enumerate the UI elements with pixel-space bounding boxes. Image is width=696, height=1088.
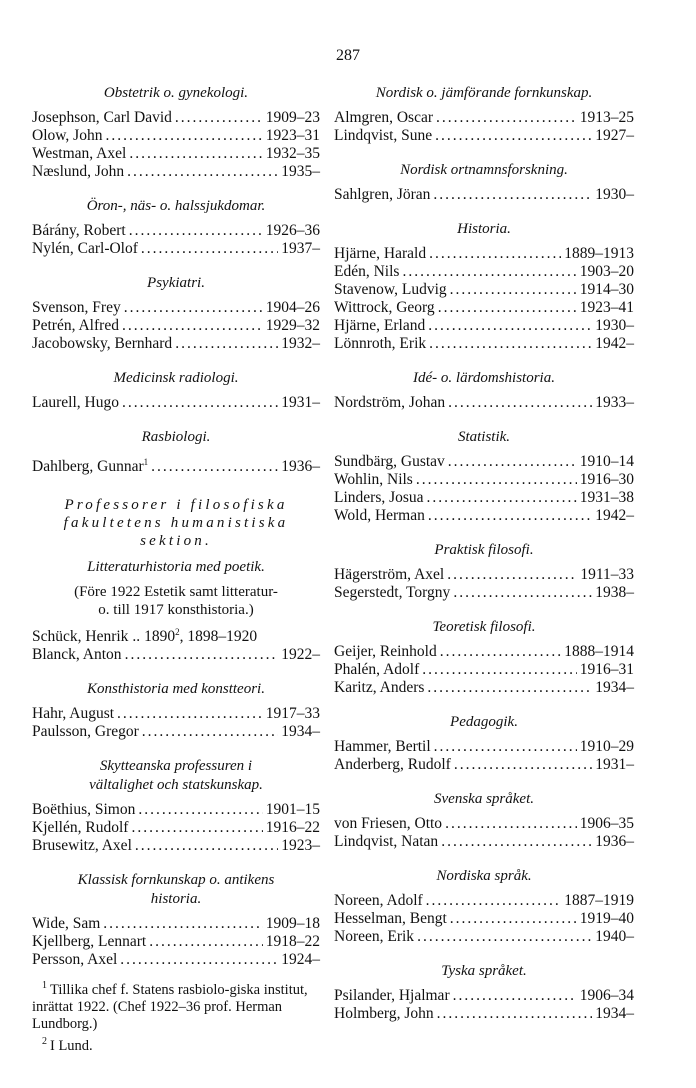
list-item: Brusewitz, Axel ..... 1923– xyxy=(32,837,320,855)
section-title: Litteraturhistoria med poetik. xyxy=(87,559,265,576)
section-title: Svenska språket. xyxy=(434,791,534,807)
section-title: Statistik. xyxy=(457,429,511,445)
list-item: Noreen, Adolf ..... 1887–1919 xyxy=(334,892,634,910)
list-item: Paulsson, Gregor ..... 1934– xyxy=(32,723,320,741)
list-item: Karitz, Anders ..... 1934– xyxy=(334,679,634,697)
section-title: Teoretisk filosofi. xyxy=(432,619,536,635)
section-statistik xyxy=(334,428,634,525)
section-tyska-spraket xyxy=(334,962,634,1023)
section-ide-historia xyxy=(334,369,634,412)
list-item: Hjärne, Erland ..... 1930– xyxy=(334,317,634,335)
list-item: Lindqvist, Natan ..... 1936– xyxy=(334,833,634,851)
list-item: Lönnroth, Erik ..... 1942– xyxy=(334,335,634,353)
list-item: Psilander, Hjalmar ..... 1906–34 xyxy=(334,987,634,1005)
list-item: Hjärne, Harald ..... 1889–1913 xyxy=(334,245,634,263)
section-teoretisk-filosofi xyxy=(334,618,634,697)
section-title: Obstetrik o. gynekologi. xyxy=(103,85,249,101)
section-title: Konsthistoria med konstteori. xyxy=(87,681,265,698)
list-item: Linders, Josua ..... 1931–38 xyxy=(334,489,634,507)
list-item: Schück, Henrik .. 1890$^2$, 1898–1920 xyxy=(32,627,258,646)
list-item: Sundbärg, Gustav ..... 1910–14 xyxy=(334,453,634,471)
list-item: Holmberg, John ..... 1934– xyxy=(334,1005,634,1023)
list-item: Phalén, Adolf ..... 1916–31 xyxy=(334,661,634,679)
faculty-heading: Professorer i filosofiska fakultetens humanistiska sektion. xyxy=(63,497,289,550)
list-item: Wohlin, Nils ..... 1916–30 xyxy=(334,471,634,489)
section-title: Skytteanska professuren i vältalighet och statskunskap. xyxy=(89,758,263,794)
page-number: 287 xyxy=(336,47,360,64)
section-note: (Före 1922 Estetik samt litteratur- o. till 1917 konsthistoria.) xyxy=(74,584,278,619)
list-item: Hesselman, Bengt ..... 1919–40 xyxy=(334,910,634,928)
list-item: Wold, Herman ..... 1942– xyxy=(334,507,634,525)
section-rasbiologi xyxy=(32,428,320,476)
section-psykiatri xyxy=(32,274,320,353)
list-item: Anderberg, Rudolf ..... 1931– xyxy=(334,756,634,774)
section-konsthistoria xyxy=(32,680,320,741)
section-oron xyxy=(32,197,320,258)
list-item: Kjellén, Rudolf ..... 1916–22 xyxy=(32,819,320,837)
section-pedagogik xyxy=(334,713,634,774)
list-item: Wide, Sam ..... 1909–18 xyxy=(32,915,320,933)
section-title: Historia. xyxy=(457,221,511,237)
list-item: Nylén, Carl-Olof ..... 1937– xyxy=(32,240,320,258)
list-item: Hägerström, Axel ..... 1911–33 xyxy=(334,566,634,584)
list-item: Nordström, Johan ..... 1933– xyxy=(334,394,634,412)
list-item: Dahlberg, Gunnar$^1$ ..... 1936– xyxy=(32,453,320,476)
list-item: Noreen, Erik ..... 1940– xyxy=(334,928,634,946)
section-obstetrik xyxy=(32,84,320,181)
list-item: Lindqvist, Sune ..... 1927– xyxy=(334,127,634,145)
list-item: Jacobowsky, Bernhard ..... 1932– xyxy=(32,335,320,353)
section-svenska-spraket xyxy=(334,790,634,851)
footnote: $^1$ Tillika chef f. Statens rasbiolo-giska institut, inrättat 1922. (Chef 1922–36 prof. Herman Lundborg.) xyxy=(32,980,308,1033)
section-klassisk xyxy=(32,871,320,969)
list-item: Segerstedt, Torgny ..... 1938– xyxy=(334,584,634,602)
list-item: Svenson, Frey ..... 1904–26 xyxy=(32,299,320,317)
list-item: Kjellberg, Lennart ..... 1918–22 xyxy=(32,933,320,951)
list-item: Boëthius, Simon ..... 1901–15 xyxy=(32,801,320,819)
section-skytteanska xyxy=(32,757,320,855)
section-title: Nordiska språk. xyxy=(436,868,532,884)
section-title: Pedagogik. xyxy=(450,714,518,730)
list-item: Westman, Axel ..... 1932–35 xyxy=(32,145,320,163)
list-item: von Friesen, Otto ..... 1906–35 xyxy=(334,815,634,833)
list-item: Edén, Nils ..... 1903–20 xyxy=(334,263,634,281)
list-item: Hahr, August ..... 1917–33 xyxy=(32,705,320,723)
section-title: Tyska språket. xyxy=(441,963,527,979)
list-item: Almgren, Oscar ..... 1913–25 xyxy=(334,109,634,127)
section-ortnamn xyxy=(334,161,634,204)
footnotes xyxy=(32,977,320,1055)
list-item: Geijer, Reinhold ..... 1888–1914 xyxy=(334,643,634,661)
section-nordiska-sprak xyxy=(334,867,634,946)
footnote-ref: 1 xyxy=(143,457,149,467)
section-nordisk-fornkunskap xyxy=(334,84,634,145)
section-title: Idé- o. lärdomshistoria. xyxy=(413,370,555,386)
section-radiologi xyxy=(32,369,320,412)
list-item: Olow, John ..... 1923–31 xyxy=(32,127,320,145)
section-title: Nordisk o. jämförande fornkunskap. xyxy=(375,85,593,101)
section-title: Medicinsk radiologi. xyxy=(113,370,239,386)
section-historia xyxy=(334,220,634,353)
section-praktisk-filosofi xyxy=(334,541,634,602)
right-column xyxy=(334,84,634,1039)
list-item: Næslund, John ..... 1935– xyxy=(32,163,320,181)
section-title: Öron-, näs- o. halssjukdomar. xyxy=(86,198,266,214)
list-item: Stavenow, Ludvig ..... 1914–30 xyxy=(334,281,634,299)
footnote: $^2$ I Lund. xyxy=(42,1036,93,1054)
list-item: Laurell, Hugo ..... 1931– xyxy=(32,394,320,412)
list-item: Sahlgren, Jöran ..... 1930– xyxy=(334,186,634,204)
list-item: Petrén, Alfred ..... 1929–32 xyxy=(32,317,320,335)
list-item: Blanck, Anton ..... 1922– xyxy=(32,646,320,664)
list-item: Wittrock, Georg ..... 1923–41 xyxy=(334,299,634,317)
section-title: Nordisk ortnamnsforskning. xyxy=(400,162,568,178)
left-column xyxy=(32,84,320,1055)
section-title: Praktisk filosofi. xyxy=(434,542,534,558)
section-title: Rasbiologi. xyxy=(141,429,211,445)
section-title: Psykiatri. xyxy=(147,275,205,291)
section-title: Klassisk fornkunskap o. antikens historia. xyxy=(77,872,275,908)
list-item: Bárány, Robert ..... 1926–36 xyxy=(32,222,320,240)
section-litteraturhistoria xyxy=(32,558,320,664)
list-item: Josephson, Carl David ..... 1909–23 xyxy=(32,109,320,127)
list-item: Persson, Axel ..... 1924– xyxy=(32,951,320,969)
list-item: Hammer, Bertil ..... 1910–29 xyxy=(334,738,634,756)
footnote-ref: 2 xyxy=(175,627,180,638)
